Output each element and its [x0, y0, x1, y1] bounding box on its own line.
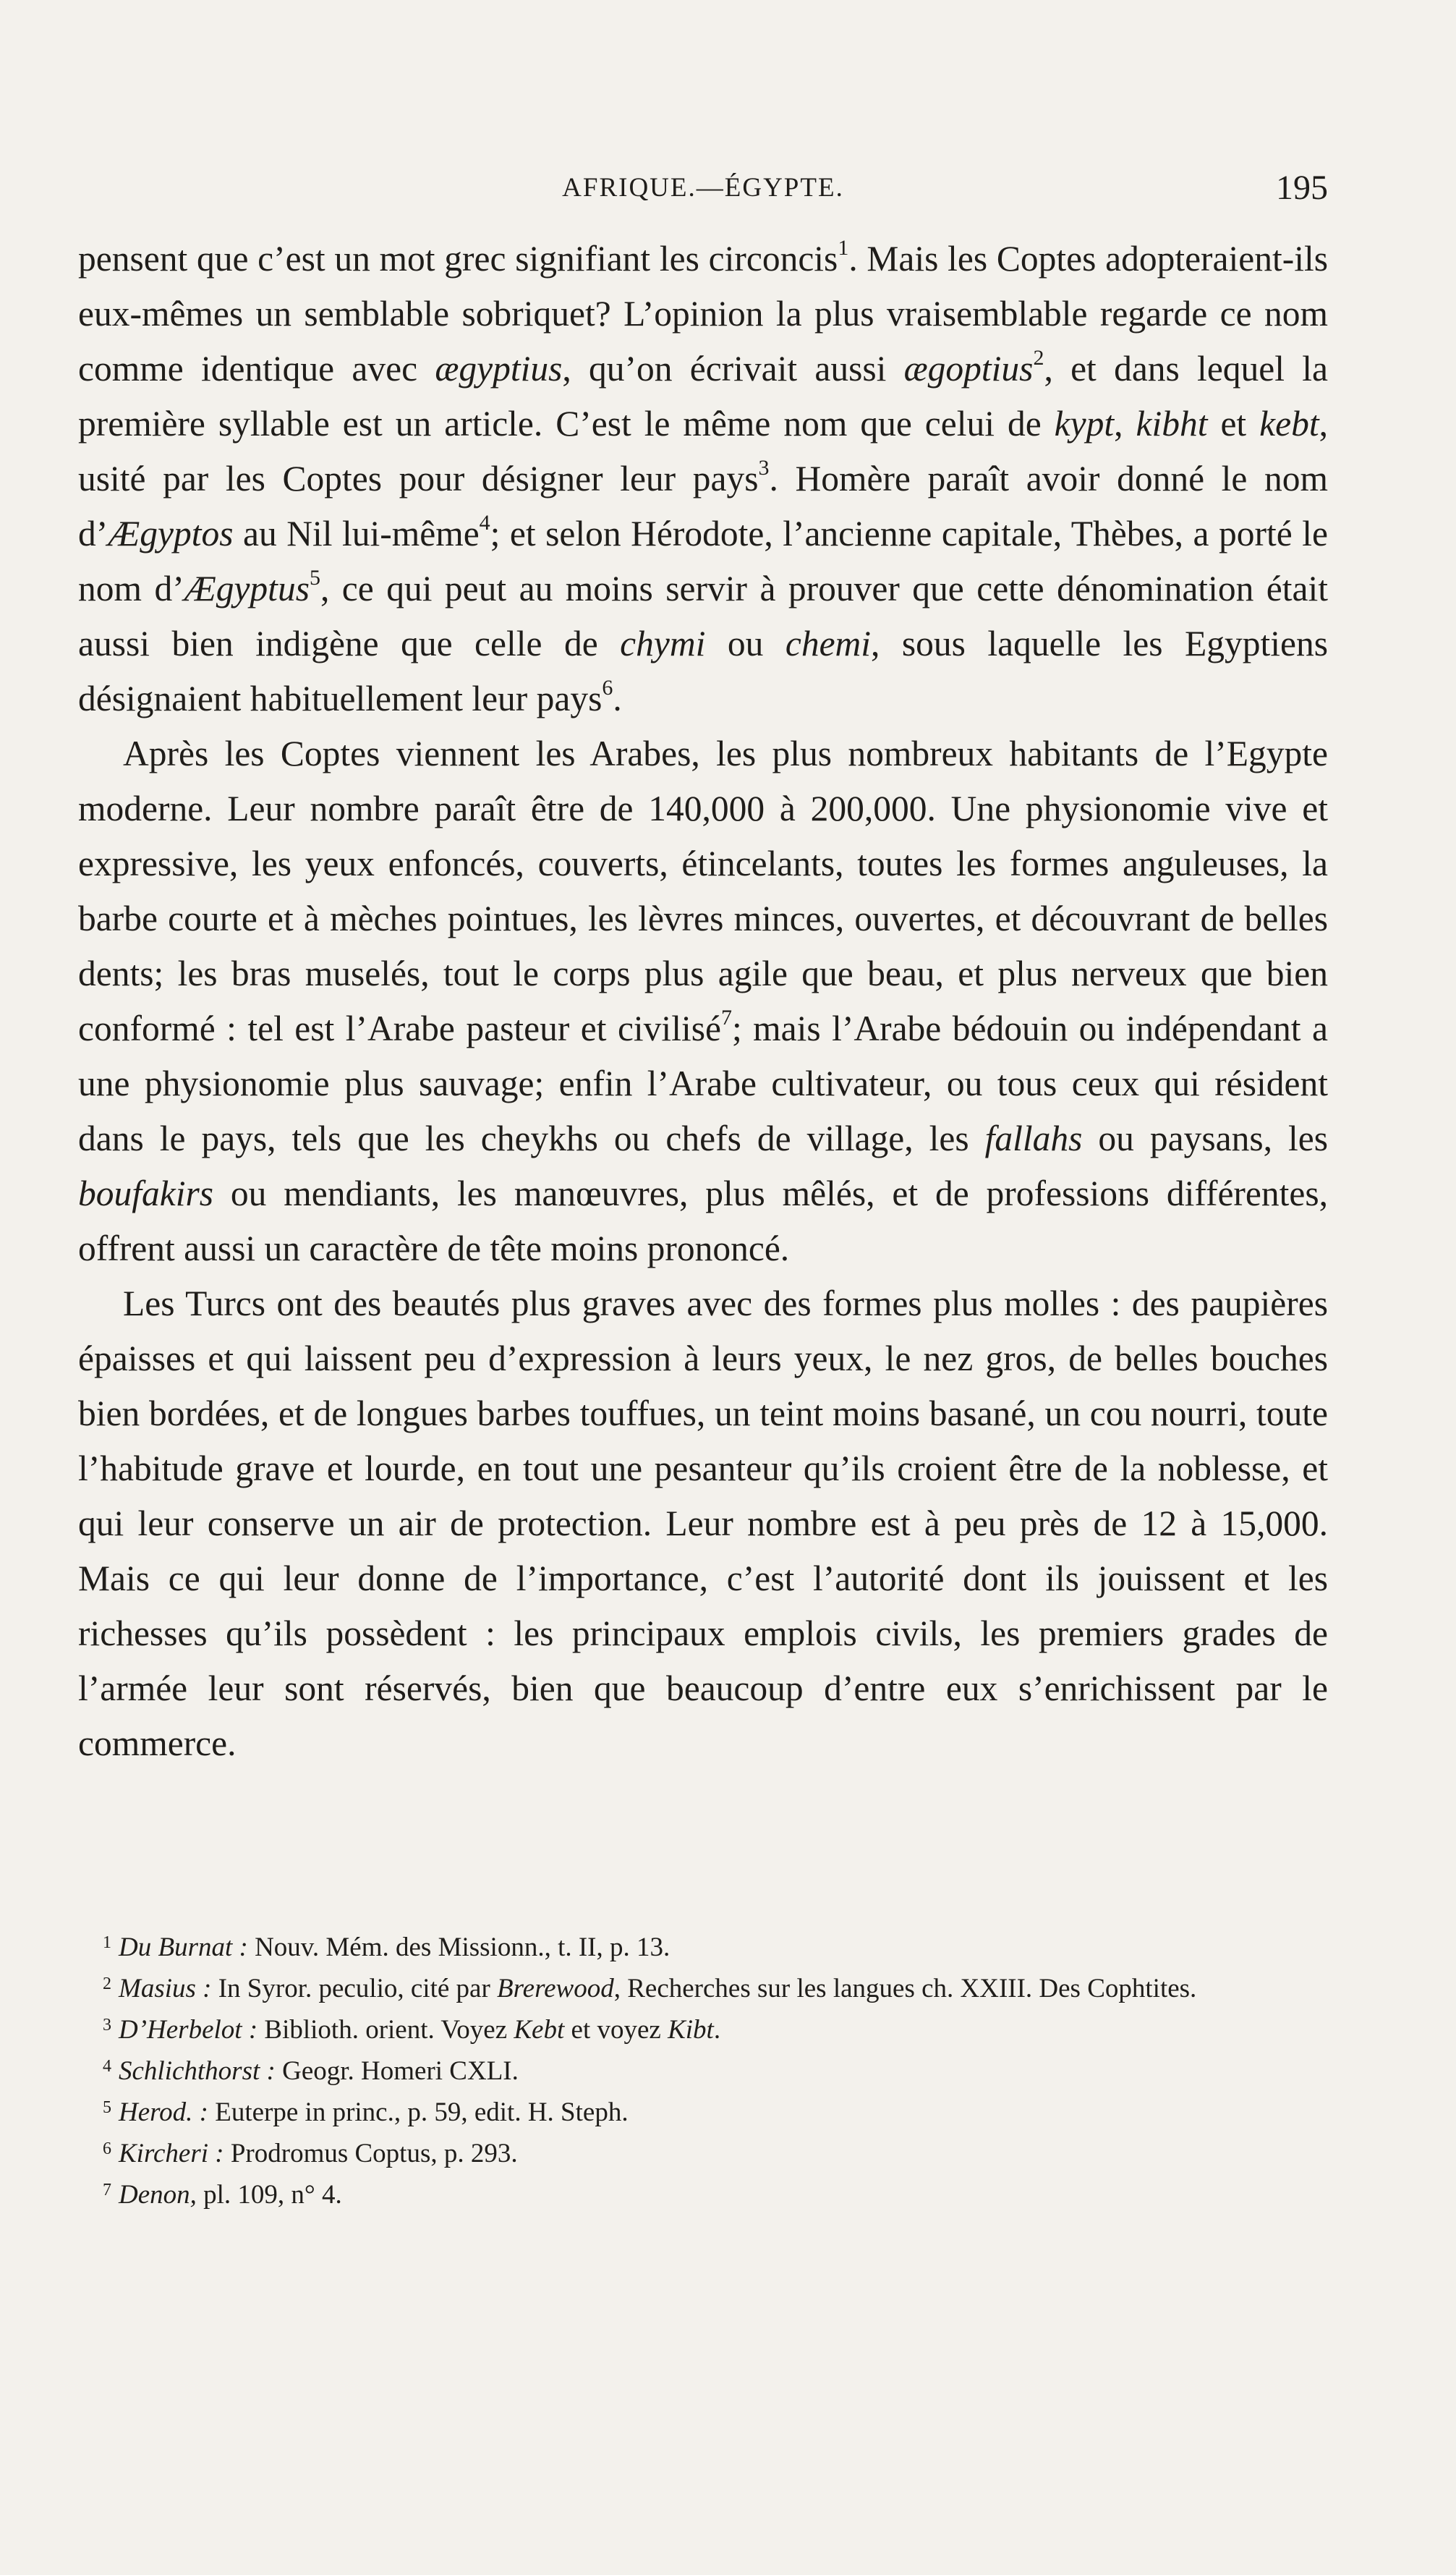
footnote-ref-5: 5: [309, 566, 320, 590]
footnote-ref-6: 6: [602, 676, 613, 700]
footnote-ref-1: 1: [838, 236, 849, 260]
paragraph-3: Les Turcs ont des beautés plus graves avec des formes plus molles : des paupières épaisses et qui laissent peu d’expression à leurs yeux, le nez gros, de belles bouches bien bordées, et de longues barbes touffues, un teint moins basané, un cou nourri, toute l’habitude grave et lourde, en tout une pesanteur qu’ils croient être de la noblesse, et qui leur conserve un air de protection. Leur nombre est à peu près de 12 à 15,000. Mais ce qui leur donne de l’importance, c’est l’autorité dont ils jouissent et les richesses qu’ils possèdent : les principaux emplois civils, les premiers grades de l’armée leur sont réservés, bien que beaucoup d’entre eux s’enrichissent par le commerce.: [78, 1284, 1328, 1763]
footnote-2: $^2$ Masius : In Syror. peculio, cité par Brerewood, Recherches sur les langues ch. XXIII. Des Cophtites.: [103, 1974, 1197, 2003]
footnote-3: $^3$ D’Herbelot : Biblioth. orient. Voyez Kebt et voyez Kibt.: [103, 2015, 721, 2045]
footnote-ref-4: 4: [479, 511, 490, 535]
page-number: 195: [1276, 169, 1328, 207]
paragraph-1: pensent que c’est un mot grec signifiant les circoncis$^1$. Mais les Coptes adopteraient-ils eux-mêmes un semblable sobriquet? L’opinion la plus vraisemblable regarde ce nom comme identique avec ægyptius, qu’on écrivait aussi ægoptius$^2$, et dans lequel la première syllable est un article. C’est le même nom que celui de kypt, kibht et kebt, usité par les Coptes pour désigner leur pays$^3$. Homère paraît avoir donné le nom d’Ægyptos au Nil lui-même$^4$; et selon Hérodote, l’ancienne capitale, Thèbes, a porté le nom d’Ægyptus$^5$, ce qui peut au moins servir à prouver que cette dénomination était aussi bien indigène que celle de chymi ou chemi, sous laquelle les Egyptiens désignaient habituellement leur pays$^6$.: [78, 236, 1329, 718]
footnotes: [103, 1925, 1328, 2213]
footnote-ref-3: 3: [758, 456, 770, 480]
footnote-ref-7: 7: [720, 1006, 732, 1030]
main-text: [78, 232, 1328, 1771]
footnote-6: $^6$ Kircheri : Prodromus Coptus, p. 293.: [103, 2139, 518, 2168]
footnote-7: $^7$ Denon, pl. 109, n° 4.: [103, 2180, 342, 2210]
footnote-ref-2: 2: [1033, 346, 1044, 370]
footnote-1: $^1$ Du Burnat : Nouv. Mém. des Missionn., t. II, p. 13.: [103, 1933, 670, 1962]
running-head: AFRIQUE.—ÉGYPTE.: [562, 173, 844, 203]
footnote-5: $^5$ Herod. : Euterpe in princ., p. 59, edit. H. Steph.: [103, 2097, 629, 2127]
footnote-4: $^4$ Schlichthorst : Geogr. Homeri CXLI.: [103, 2056, 519, 2086]
paragraph-2: Après les Coptes viennent les Arabes, les plus nombreux habitants de l’Egypte moderne. Leur nombre paraît être de 140,000 à 200,000. Une physionomie vive et expressive, les yeux enfoncés, couverts, étincelants, toutes les formes anguleuses, la barbe courte et à mèches pointues, les lèvres minces, ouvertes, et découvrant de belles dents; les bras muselés, tout le corps plus agile que beau, et plus nerveux que bien conformé : tel est l’Arabe pasteur et civilisé$^7$; mais l’Arabe bédouin ou indépendant a une physionomie plus sauvage; enfin l’Arabe cultivateur, ou tous ceux qui résident dans le pays, tels que les cheykhs ou chefs de village, les fallahs ou paysans, les boufakirs ou mendiants, les manœuvres, plus mêlés, et de professions différentes, offrent aussi un caractère de tête moins prononcé.: [78, 734, 1328, 1268]
page-header: [78, 169, 1328, 216]
